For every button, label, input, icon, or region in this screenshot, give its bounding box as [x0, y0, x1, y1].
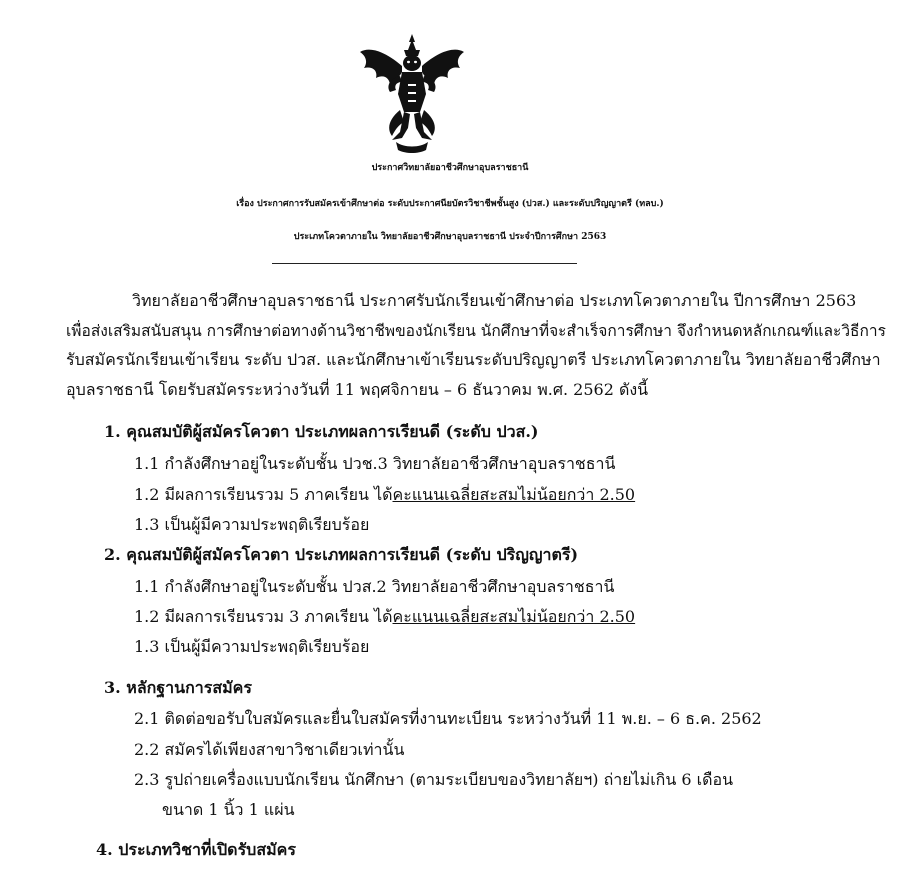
- section-1-item-2-text: 1.2 มีผลการเรียนรวม 5 ภาคเรียน ได้: [134, 485, 393, 504]
- section-3-item-3: 2.3 รูปถ่ายเครื่องแบบนักเรียน นักศึกษา (ตามระเบียบของวิทยาลัยฯ) ถ่ายไม่เกิน 6 เดือน: [134, 770, 734, 789]
- section-2-item-3: 1.3 เป็นผู้มีความประพฤติเรียบร้อย: [134, 637, 370, 656]
- section-1-item-3: 1.3 เป็นผู้มีความประพฤติเรียบร้อย: [134, 515, 370, 534]
- garuda-emblem-icon: [356, 32, 468, 154]
- section-3-item-3-cont: ขนาด 1 นิ้ว 1 แผ่น: [162, 800, 295, 819]
- section-1-item-2: [134, 483, 635, 508]
- intro-line-1: วิทยาลัยอาชีวศึกษาอุบลราชธานี ประกาศรับนักเรียนเข้าศึกษาต่อ ประเภทโควตาภายใน ปีการศึกษา 2563: [132, 291, 857, 310]
- announcement-title: ประกาศวิทยาลัยอาชีวศึกษาอุบลราชธานี: [371, 163, 529, 173]
- section-2-item-2-text: 1.2 มีผลการเรียนรวม 3 ภาคเรียน ได้: [134, 607, 393, 626]
- section-3-item-2: 2.2 สมัครได้เพียงสาขาวิชาเดียวเท่านั้น: [134, 740, 405, 759]
- intro-line-3: รับสมัครนักเรียนเข้าเรียน ระดับ ปวส. และนักศึกษาเข้าเรียนระดับปริญญาตรี ประเภทโควตาภายใน วิทยาลัยอาชีวศึกษา: [66, 350, 881, 369]
- section-1-heading: 1. คุณสมบัติผู้สมัครโควตา ประเภทผลการเรียนดี (ระดับ ปวส.): [104, 422, 539, 441]
- section-2-item-1: 1.1 กำลังศึกษาอยู่ในระดับชั้น ปวส.2 วิทยาลัยอาชีวศึกษาอุบลราชธานี: [134, 577, 615, 596]
- announcement-subject: เรื่อง ประกาศการรับสมัครเข้าศึกษาต่อ ระดับประกาศนียบัตรวิชาชีพชั้นสูง (ปวส.) และระดับปริญญาตรี (ทลบ.): [236, 199, 664, 209]
- gpa-requirement: คะแนนเฉลี่ยสะสมไม่น้อยกว่า 2.50: [392, 485, 636, 504]
- section-1-item-1: 1.1 กำลังศึกษาอยู่ในระดับชั้น ปวช.3 วิทยาลัยอาชีวศึกษาอุบลราชธานี: [134, 454, 616, 473]
- intro-line-2: เพื่อส่งเสริมสนับสนุน การศึกษาต่อทางด้านวิชาชีพของนักเรียน นักศึกษาที่จะสำเร็จการศึกษา จึงกำหนดหลักเกณฑ์และวิธีการ: [66, 322, 886, 340]
- section-3-heading: 3. หลักฐานการสมัคร: [104, 678, 252, 697]
- intro-line-4: อุบลราชธานี โดยรับสมัครระหว่างวันที่ 11 พฤศจิกายน – 6 ธันวาคม พ.ศ. 2562 ดังนี้: [66, 380, 649, 399]
- section-2-item-2: [134, 605, 635, 630]
- section-4-heading: 4. ประเภทวิชาที่เปิดรับสมัคร: [96, 840, 296, 859]
- announcement-subject-cont: ประเภทโควตาภายใน วิทยาลัยอาชีวศึกษาอุบลราชธานี ประจำปีการศึกษา 2563: [293, 232, 607, 242]
- title-divider: [272, 263, 577, 264]
- section-2-heading: 2. คุณสมบัติผู้สมัครโควตา ประเภทผลการเรียนดี (ระดับ ปริญญาตรี): [104, 545, 579, 564]
- section-3-item-1: 2.1 ติดต่อขอรับใบสมัครและยื่นใบสมัครที่งานทะเบียน ระหว่างวันที่ 11 พ.ย. – 6 ธ.ค. 2562: [134, 709, 762, 728]
- gpa-requirement: คะแนนเฉลี่ยสะสมไม่น้อยกว่า 2.50: [392, 607, 636, 626]
